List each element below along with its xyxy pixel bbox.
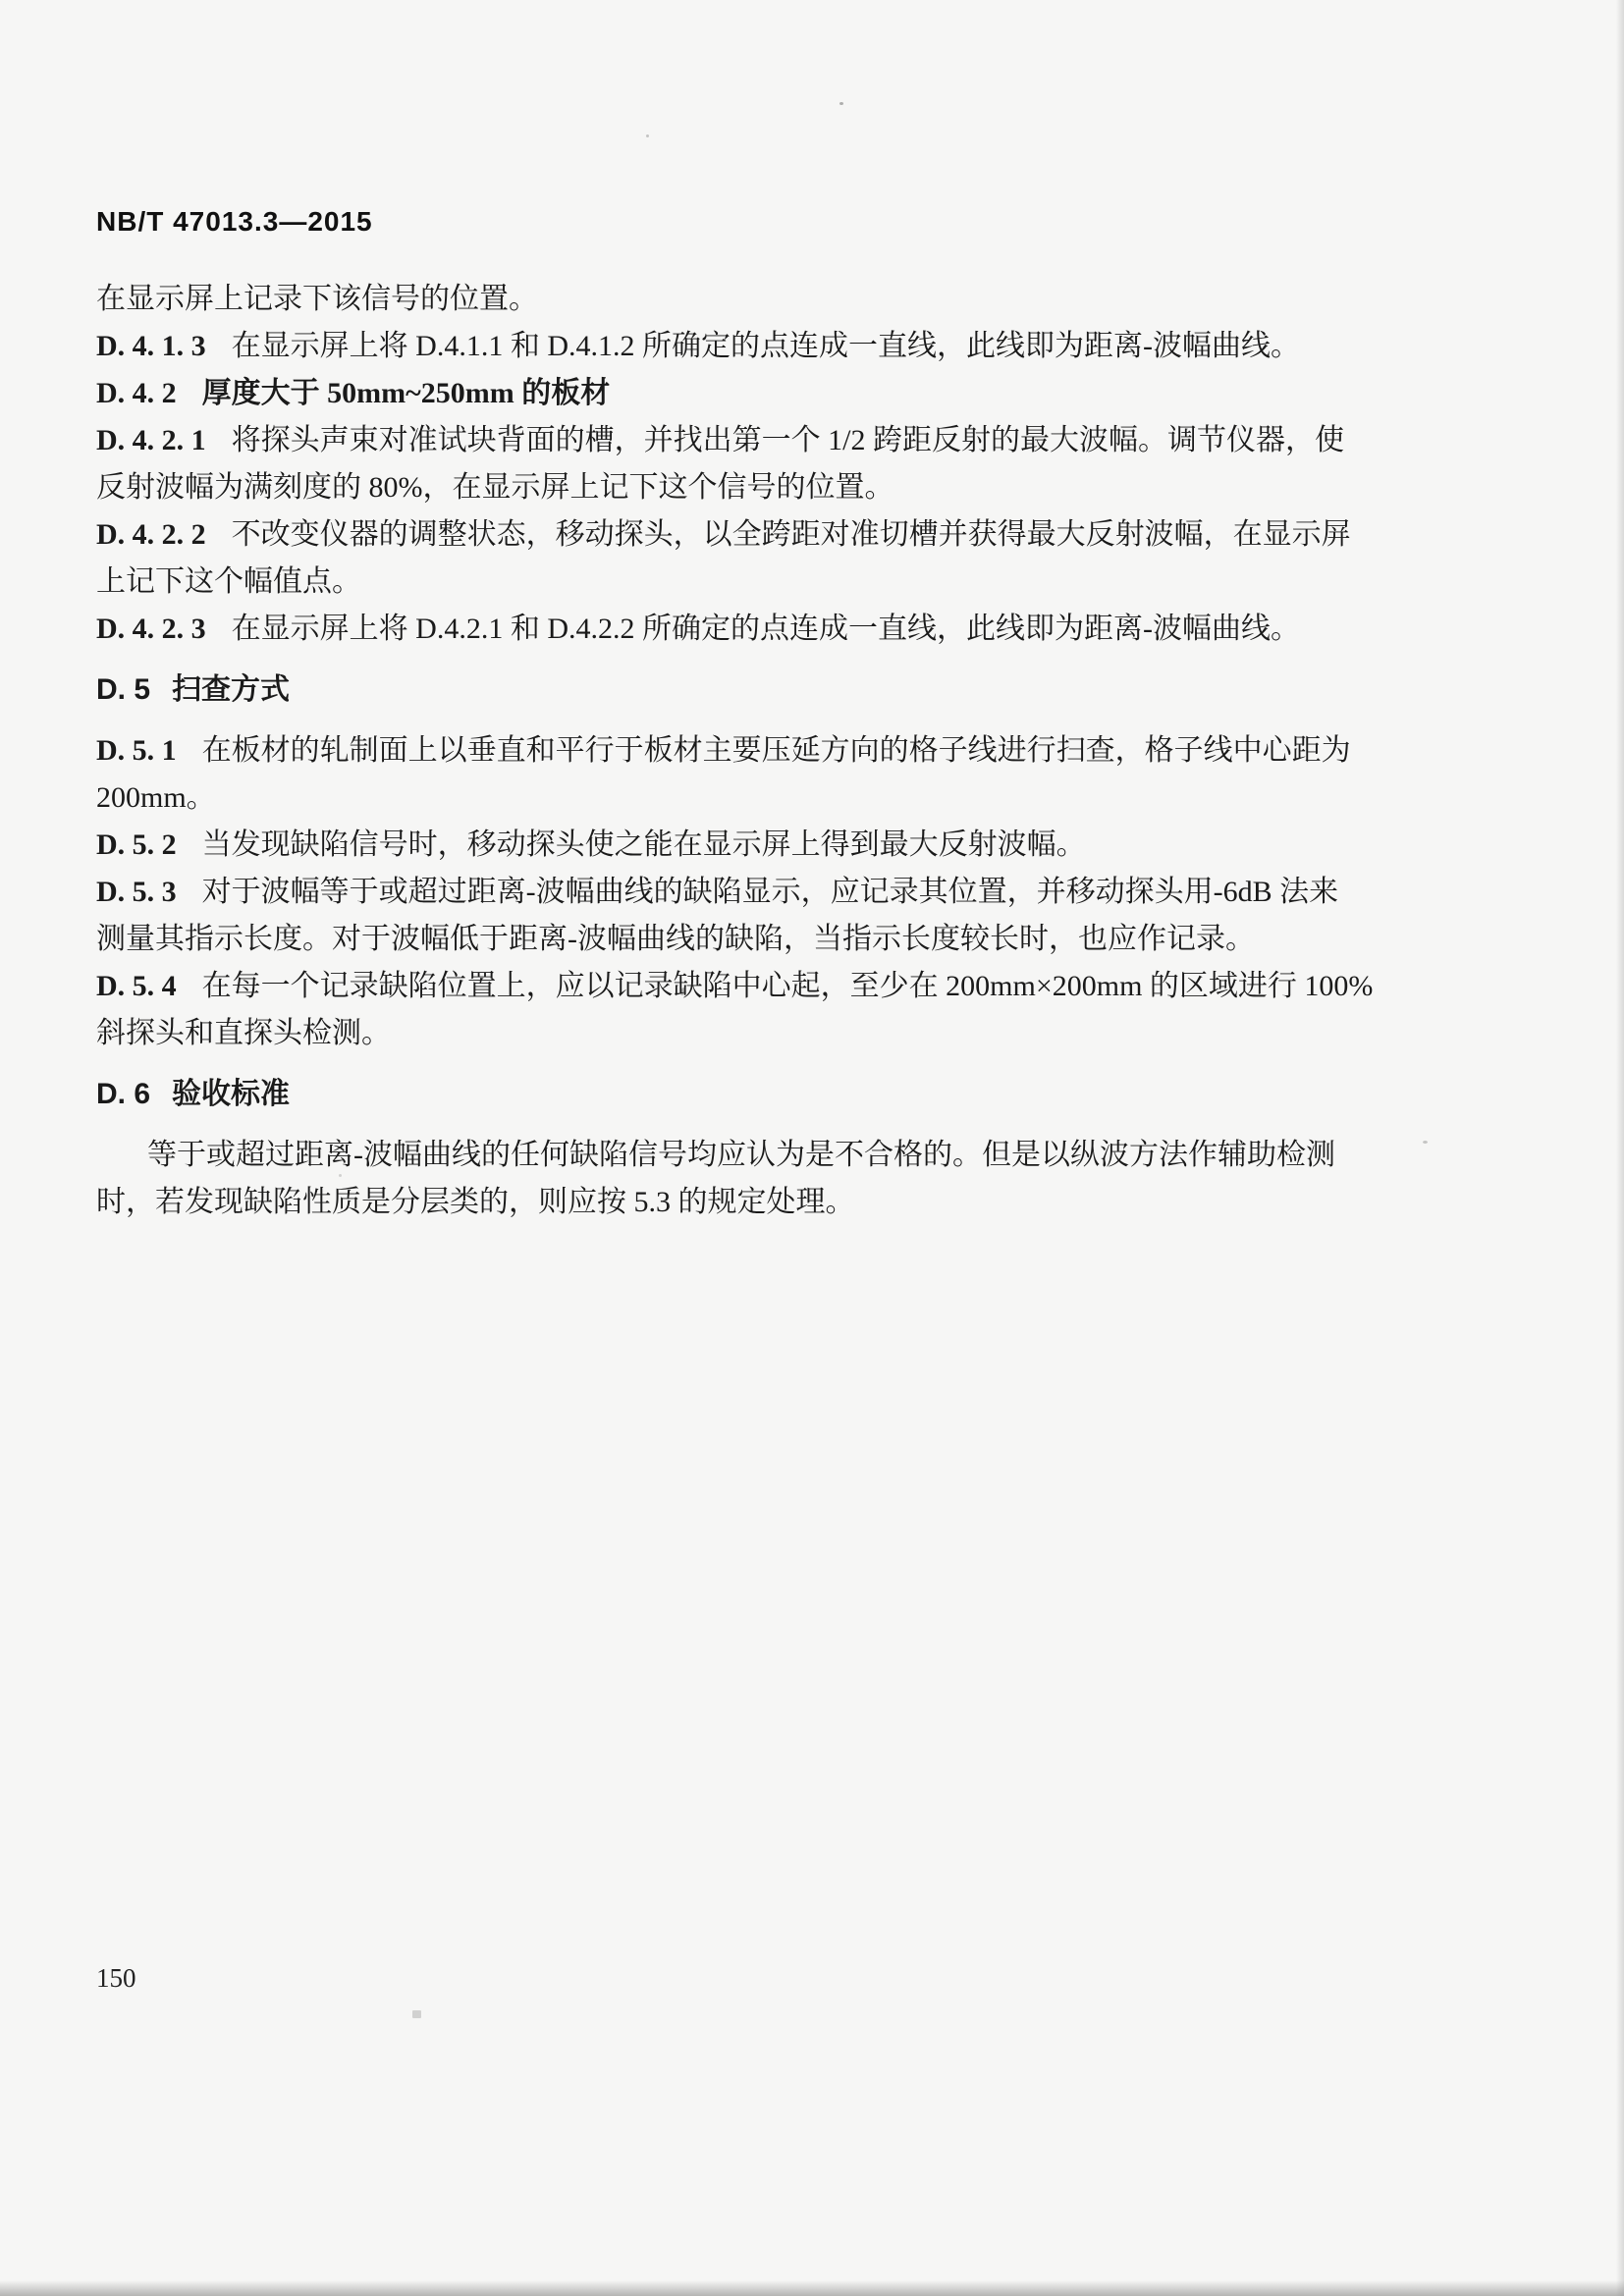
line-text: 反射波幅为满刻度的 80%，在显示屏上记下这个信号的位置。 (96, 471, 894, 504)
document-code: NB/T 47013.3—2015 (96, 206, 373, 237)
text-line (96, 464, 1382, 511)
line-text: 当发现缺陷信号时，移动探头使之能在显示屏上得到最大反射波幅。 (201, 828, 1086, 861)
scan-speckle (412, 2010, 421, 2018)
line-text: 在每一个记录缺陷位置上，应以记录缺陷中心起，至少在 200mm×200mm 的区域进行 100% (201, 970, 1374, 1002)
text-line (96, 276, 1382, 323)
text-line (96, 727, 1382, 774)
line-text: 时，若发现缺陷性质是分层类的，则应按 5.3 的规定处理。 (96, 1186, 855, 1218)
text-line (96, 869, 1382, 916)
document-body (96, 276, 1382, 1226)
line-text: 斜探头和直探头检测。 (96, 1017, 391, 1049)
clause-number: D. 5 (96, 673, 151, 706)
text-line (96, 774, 1382, 822)
scan-speckle (339, 1174, 342, 1177)
line-text: 200mm。 (96, 781, 216, 814)
text-line (96, 1132, 1382, 1179)
scan-edge-shadow (1616, 0, 1624, 2296)
text-line (96, 1010, 1382, 1057)
clause-number: D. 5. 3 (96, 876, 177, 908)
clause-number: D. 4. 1. 3 (96, 330, 206, 362)
line-text: 测量其指示长度。对于波幅低于距离-波幅曲线的缺陷，当指示长度较长时，也应作记录。 (96, 923, 1255, 955)
text-line (96, 370, 1382, 417)
clause-number: D. 4. 2. 2 (96, 518, 206, 551)
line-text: 在显示屏上记录下该信号的位置。 (96, 283, 538, 315)
line-text: 等于或超过距离-波幅曲线的任何缺陷信号均应认为是不合格的。但是以纵波方法作辅助检测 (147, 1139, 1335, 1171)
line-text: 验收标准 (172, 1078, 291, 1110)
text-line (96, 916, 1382, 963)
text-line (96, 323, 1382, 370)
clause-number: D. 5. 2 (96, 828, 177, 861)
clause-number: D. 6 (96, 1078, 151, 1110)
clause-number: D. 4. 2. 1 (96, 424, 206, 456)
scan-speckle (1423, 1141, 1428, 1144)
scan-edge-shadow (0, 2280, 1624, 2296)
scan-speckle (839, 102, 843, 105)
text-line (96, 822, 1382, 869)
text-line (96, 667, 1382, 714)
line-text: 上记下这个幅值点。 (96, 565, 361, 598)
text-line (96, 417, 1382, 464)
text-line (96, 606, 1382, 653)
text-line (96, 511, 1382, 559)
line-text: 将探头声束对准试块背面的槽，并找出第一个 1/2 跨距反射的最大波幅。调节仪器，使 (231, 424, 1345, 456)
line-text: 在显示屏上将 D.4.1.1 和 D.4.1.2 所确定的点连成一直线，此线即为距离-波幅曲线。 (231, 330, 1300, 362)
text-line (96, 1179, 1382, 1226)
clause-number: D. 5. 4 (96, 970, 177, 1002)
line-text: 扫查方式 (172, 673, 291, 706)
scan-speckle (646, 134, 649, 137)
text-line (96, 963, 1382, 1010)
line-text: 不改变仪器的调整状态，移动探头，以全跨距对准切槽并获得最大反射波幅，在显示屏 (231, 518, 1351, 551)
clause-number: D. 4. 2 (96, 377, 177, 409)
text-line (96, 559, 1382, 606)
line-text: 在板材的轧制面上以垂直和平行于板材主要压延方向的格子线进行扫查，格子线中心距为 (201, 734, 1351, 767)
clause-number: D. 5. 1 (96, 734, 177, 767)
text-line (96, 1071, 1382, 1118)
line-text: 厚度大于 50mm~250mm 的板材 (201, 377, 611, 409)
line-text: 在显示屏上将 D.4.2.1 和 D.4.2.2 所确定的点连成一直线，此线即为距离-波幅曲线。 (231, 613, 1300, 645)
clause-number: D. 4. 2. 3 (96, 613, 206, 645)
page-number: 150 (96, 1963, 136, 1993)
line-text: 对于波幅等于或超过距离-波幅曲线的缺陷显示，应记录其位置，并移动探头用-6dB 法来 (201, 876, 1339, 908)
